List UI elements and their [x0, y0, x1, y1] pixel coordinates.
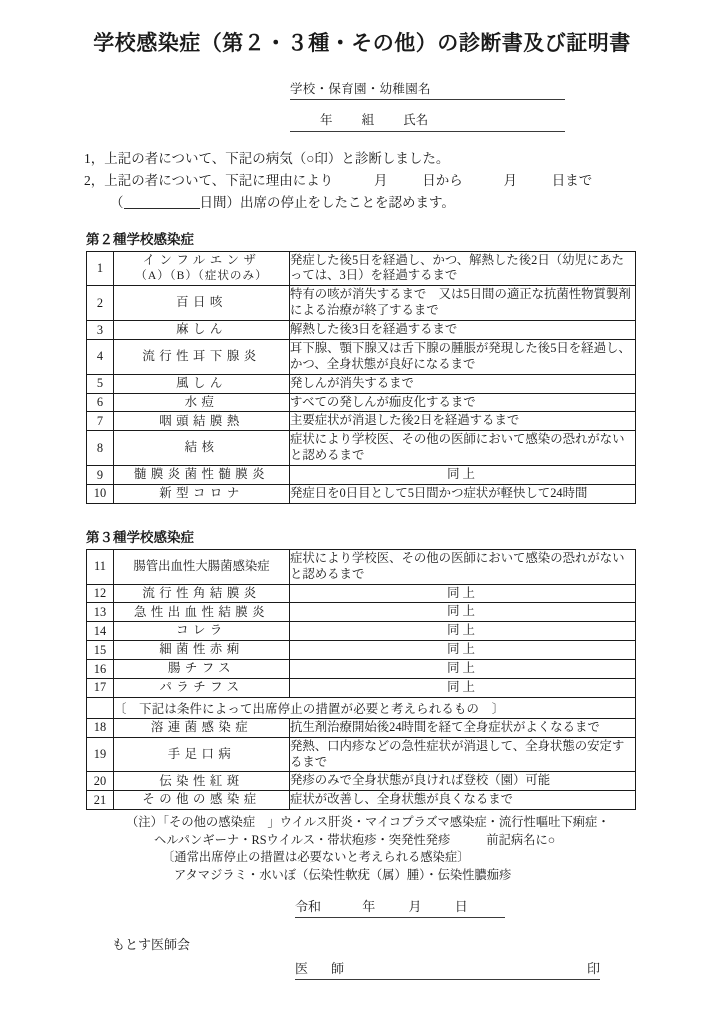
type2-disease-table — [86, 251, 636, 504]
type3-table-body — [87, 549, 636, 809]
type3-table-wrapper — [0, 549, 724, 810]
exclusion-condition: 発熱、口内疹などの急性症状が消退して、全身状態の安定するまで — [290, 737, 636, 772]
student-name-label: 氏名 — [403, 113, 429, 127]
footnotes-block — [0, 814, 724, 884]
conditional-note-text: 〔 下記は条件によって出席停止の措置が必要と考えられるもの 〕 — [114, 697, 636, 718]
disease-name — [114, 718, 290, 737]
disease-name-subtext: （A）（B）（症状のみ） — [135, 268, 268, 282]
year-label: 年 — [320, 113, 333, 127]
disease-name — [114, 286, 290, 321]
row-number: 5 — [87, 374, 114, 393]
section-heading-type3: 第３種学校感染症 — [86, 529, 194, 545]
disease-name — [114, 339, 290, 374]
disease-name-text: 腸管出血性大腸菌感染症 — [133, 558, 270, 573]
disease-name — [114, 641, 290, 660]
disease-name — [114, 251, 290, 286]
month-unit-label: 月 — [408, 899, 422, 915]
disease-name-text: 溶連菌感染症 — [150, 719, 253, 734]
exclusion-condition: 同上 — [290, 603, 636, 622]
table-row[interactable] — [87, 718, 636, 737]
footnote-line-3: 〔通常出席停止の措置は必要ないと考えられる感染症〕 — [162, 850, 470, 865]
doctor-label: 医 師 — [295, 961, 350, 977]
disease-name — [114, 622, 290, 641]
disease-name-text: 麻しん — [176, 322, 227, 337]
row-number: 3 — [87, 321, 114, 340]
row-number: 20 — [87, 772, 114, 791]
table-row[interactable] — [87, 791, 636, 810]
type2-table-body — [87, 251, 636, 503]
row-number: 2 — [87, 286, 114, 321]
table-row[interactable] — [87, 549, 636, 584]
signature-block — [0, 896, 724, 982]
row-number: 21 — [87, 791, 114, 810]
exclusion-condition: 発しんが消失するまで — [290, 374, 636, 393]
paren-open: （ — [110, 194, 124, 210]
disease-name — [114, 772, 290, 791]
exclusion-condition: 抗生剤治療開始後24時間を経て全身症状がよくなるまで — [290, 718, 636, 737]
footnote-2-diseases: ヘルパンギーナ・RSウイルス・帯状疱疹・突発性発疹 — [154, 832, 451, 847]
row-number: 4 — [87, 339, 114, 374]
table-row[interactable] — [87, 321, 636, 340]
disease-name-text: インフルエンザ — [142, 253, 261, 268]
row-number: 17 — [87, 678, 114, 697]
exclusion-condition: 同上 — [290, 678, 636, 697]
disease-name — [114, 660, 290, 679]
disease-name-text: その他の感染症 — [142, 792, 261, 807]
table-row[interactable] — [87, 584, 636, 603]
row-number: 16 — [87, 660, 114, 679]
day-from-label: 日から — [422, 172, 463, 188]
days-count-blank[interactable] — [124, 195, 200, 209]
disease-name-text: 風しん — [176, 375, 227, 390]
school-name-label: 学校・保育園・幼稚園名 — [290, 82, 431, 96]
table-row[interactable] — [87, 622, 636, 641]
disease-name — [114, 321, 290, 340]
day-unit-label: 日 — [454, 899, 468, 915]
statements-block — [0, 148, 724, 214]
disease-name — [114, 791, 290, 810]
disease-name — [114, 737, 290, 772]
disease-name-text: 急性出血性結膜炎 — [133, 604, 270, 619]
statement-line-2 — [84, 170, 724, 192]
disease-name — [114, 484, 290, 503]
table-row[interactable] — [87, 374, 636, 393]
footnote-line-2 — [126, 832, 724, 849]
statement-2-text: 2，上記の者について、下記に理由により — [84, 172, 334, 188]
month-from-label: 月 — [373, 172, 388, 188]
table-row[interactable] — [87, 466, 636, 485]
disease-name-text: 髄膜炎菌性髄膜炎 — [133, 467, 270, 482]
year-unit-label: 年 — [362, 899, 376, 915]
statement-line-3 — [84, 192, 724, 214]
exclusion-condition: 同上 — [290, 584, 636, 603]
exclusion-condition: 解熱した後3日を経過するまで — [290, 321, 636, 340]
date-line[interactable] — [295, 896, 505, 918]
table-row[interactable] — [87, 412, 636, 431]
row-number: 9 — [87, 466, 114, 485]
disease-name-text: 百日咳 — [176, 295, 227, 310]
exclusion-condition: 症状により学校医、その他の医師において感染の恐れがないと認めるまで — [290, 431, 636, 466]
exclusion-condition: 発症日を0日目として5日間かつ症状が軽快して24時間 — [290, 484, 636, 503]
disease-name — [114, 678, 290, 697]
day-to-label: 日まで — [551, 172, 593, 188]
disease-name-text: 細菌性赤痢 — [159, 642, 244, 657]
row-number: 6 — [87, 393, 114, 412]
class-label: 組 — [361, 113, 375, 127]
table-row[interactable] — [87, 339, 636, 374]
exclusion-condition: 特有の咳が消失するまで 又は5日間の適正な抗菌性物質製剤による治療が終了するまで — [290, 286, 636, 321]
doctor-signature-line[interactable] — [295, 958, 600, 980]
statement-line-1: 1，上記の者について、下記の病気（○印）と診断しました。 — [84, 151, 450, 166]
disease-name-text: 腸チフス — [167, 661, 236, 676]
disease-name-text: パラチフス — [159, 680, 244, 695]
exclusion-condition: 同上 — [290, 622, 636, 641]
table-row[interactable] — [87, 678, 636, 697]
table-row[interactable] — [87, 603, 636, 622]
footnote-2-instruction: 前記病名に○ — [486, 832, 556, 847]
table-row[interactable] — [87, 286, 636, 321]
row-number: 13 — [87, 603, 114, 622]
exclusion-condition: 症状により学校医、その他の医師において感染の恐れがないと認めるまで — [290, 549, 636, 584]
type3-disease-table — [86, 549, 636, 810]
exclusion-condition: 同上 — [290, 660, 636, 679]
footnote-line-4: アタマジラミ・水いぼ（伝染性軟疣（属）腫）・伝染性膿痂疹 — [174, 867, 512, 882]
disease-name — [114, 393, 290, 412]
exclusion-condition: 発症した後5日を経過し、かつ、解熱した後2日（幼児にあたっては、3日）を経過するまで — [290, 251, 636, 286]
disease-name — [114, 549, 290, 584]
table-row[interactable] — [87, 660, 636, 679]
exclusion-condition: 耳下腺、顎下腺又は舌下腺の腫脹が発現した後5日を経過し、かつ、全身状態が良好になるまで — [290, 339, 636, 374]
exclusion-condition: 同上 — [290, 641, 636, 660]
row-number: 18 — [87, 718, 114, 737]
exclusion-condition: すべての発しんが痂皮化するまで — [290, 393, 636, 412]
table-row[interactable] — [87, 484, 636, 503]
table-row[interactable] — [87, 737, 636, 772]
row-number: 10 — [87, 484, 114, 503]
table-row[interactable] — [87, 431, 636, 466]
conditional-note-row — [87, 697, 636, 718]
page-title: 学校感染症（第２・３種・その他）の診断書及び証明書 — [93, 32, 631, 55]
footnote-line-1: （注）「その他の感染症 」ウイルス肝炎・マイコプラズマ感染症・流行性嘔吐下痢症・ — [126, 815, 610, 830]
table-row[interactable] — [87, 251, 636, 286]
disease-name-text: コレラ — [176, 623, 227, 638]
student-identity-row[interactable] — [290, 110, 565, 132]
section-heading-type2: 第２種学校感染症 — [86, 231, 194, 247]
exclusion-condition: 主要症状が消退した後2日を経過するまで — [290, 412, 636, 431]
row-number: 15 — [87, 641, 114, 660]
era-label: 令和 — [295, 899, 322, 915]
row-number: 11 — [87, 549, 114, 584]
row-number: 8 — [87, 431, 114, 466]
disease-name — [114, 412, 290, 431]
disease-name-text: 水痘 — [184, 394, 219, 409]
disease-name-text: 流行性耳下腺炎 — [142, 349, 261, 364]
medical-association-name: もとす医師会 — [112, 937, 191, 953]
disease-name-text: 手足口病 — [167, 746, 236, 761]
school-info-block — [0, 79, 724, 132]
seal-label: 印 — [586, 961, 600, 977]
table-row[interactable] — [87, 641, 636, 660]
disease-name-text: 咽頭結膜熱 — [159, 413, 244, 428]
disease-name-text: 伝染性紅斑 — [159, 773, 244, 788]
row-number: 14 — [87, 622, 114, 641]
row-number: 12 — [87, 584, 114, 603]
table-row[interactable] — [87, 393, 636, 412]
school-name-input-line[interactable] — [290, 99, 565, 100]
row-number: 7 — [87, 412, 114, 431]
statement-3-text: 日間）出席の停止をしたことを認めます。 — [199, 194, 455, 210]
disease-name — [114, 374, 290, 393]
disease-name — [114, 603, 290, 622]
disease-name-text: 流行性角結膜炎 — [142, 585, 261, 600]
exclusion-condition: 症状が改善し、全身状態が良くなるまで — [290, 791, 636, 810]
row-number: 1 — [87, 251, 114, 286]
type2-table-wrapper — [0, 251, 724, 504]
disease-name — [114, 584, 290, 603]
disease-name — [114, 431, 290, 466]
month-to-label: 月 — [503, 172, 517, 188]
table-row[interactable] — [87, 772, 636, 791]
row-number: 19 — [87, 737, 114, 772]
exclusion-condition: 発疹のみで全身状態が良ければ登校（園）可能 — [290, 772, 636, 791]
disease-name — [114, 466, 290, 485]
disease-name-text: 結核 — [184, 440, 219, 455]
note-row-spacer — [87, 697, 114, 718]
exclusion-condition: 同上 — [290, 466, 636, 485]
disease-name-text: 新型コロナ — [159, 486, 244, 501]
